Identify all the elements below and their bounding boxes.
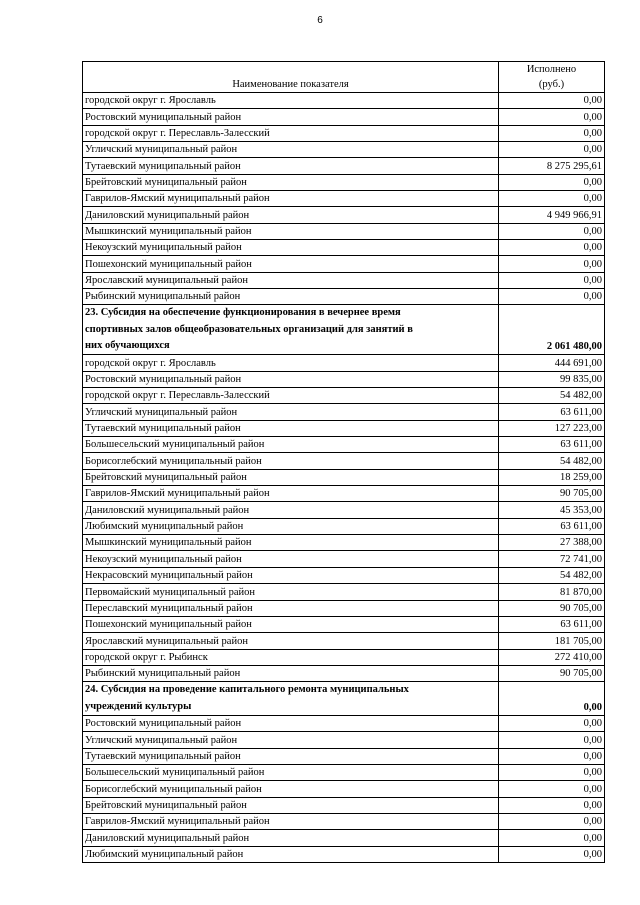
row-name: Брейтовский муниципальный район bbox=[83, 174, 499, 190]
row-value: 0,00 bbox=[499, 797, 605, 813]
row-name: Ростовский муниципальный район bbox=[83, 109, 499, 125]
table-row bbox=[83, 93, 605, 109]
row-name: Ростовский муниципальный район bbox=[83, 715, 499, 731]
section-24-title bbox=[83, 682, 499, 716]
row-value: 0,00 bbox=[499, 781, 605, 797]
row-name: Большесельский муниципальный район bbox=[83, 764, 499, 780]
row-value: 0,00 bbox=[499, 846, 605, 862]
row-name: Тутаевский муниципальный район bbox=[83, 420, 499, 436]
table-row bbox=[83, 535, 605, 551]
row-value: 0,00 bbox=[499, 813, 605, 829]
row-name: Мышкинский муниципальный район bbox=[83, 223, 499, 239]
table-row bbox=[83, 764, 605, 780]
row-value: 54 482,00 bbox=[499, 453, 605, 469]
section-23-title-line2: спортивных залов общеобразовательных организаций для занятий в bbox=[85, 323, 413, 335]
row-value: 0,00 bbox=[499, 830, 605, 846]
table-row bbox=[83, 355, 605, 371]
column-header-value-line1: Исполнено bbox=[526, 64, 577, 75]
row-name: Рыбинский муниципальный район bbox=[83, 289, 499, 305]
table-row bbox=[83, 437, 605, 453]
row-name: городской округ г. Ярославль bbox=[83, 355, 499, 371]
table-row bbox=[83, 388, 605, 404]
row-name: Любимский муниципальный район bbox=[83, 518, 499, 534]
row-name: Брейтовский муниципальный район bbox=[83, 797, 499, 813]
row-value: 72 741,00 bbox=[499, 551, 605, 567]
row-value: 90 705,00 bbox=[499, 665, 605, 681]
row-value: 63 611,00 bbox=[499, 437, 605, 453]
row-name: Тутаевский муниципальный район bbox=[83, 158, 499, 174]
table-row bbox=[83, 404, 605, 420]
row-value: 0,00 bbox=[499, 109, 605, 125]
table-row bbox=[83, 240, 605, 256]
row-value: 99 835,00 bbox=[499, 371, 605, 387]
row-name: городской округ г. Ярославль bbox=[83, 93, 499, 109]
row-name: Даниловский муниципальный район bbox=[83, 207, 499, 223]
row-value: 0,00 bbox=[499, 715, 605, 731]
table-row bbox=[83, 551, 605, 567]
row-name: Некоузский муниципальный район bbox=[83, 240, 499, 256]
row-value: 272 410,00 bbox=[499, 649, 605, 665]
row-name: Пошехонский муниципальный район bbox=[83, 616, 499, 632]
table-row bbox=[83, 256, 605, 272]
table-row bbox=[83, 732, 605, 748]
section-23-title-line1: 23. Субсидия на обеспечение функционирования в вечернее время bbox=[85, 307, 401, 319]
row-value: 63 611,00 bbox=[499, 404, 605, 420]
row-name: Переславский муниципальный район bbox=[83, 600, 499, 616]
table-row bbox=[83, 502, 605, 518]
row-name: Угличский муниципальный район bbox=[83, 142, 499, 158]
row-name: Мышкинский муниципальный район bbox=[83, 535, 499, 551]
row-value: 45 353,00 bbox=[499, 502, 605, 518]
table-row bbox=[83, 665, 605, 681]
column-header-name: Наименование показателя bbox=[83, 62, 499, 93]
section-23-total: 2 061 480,00 bbox=[499, 305, 605, 355]
column-header-value-line2: (руб.) bbox=[538, 79, 565, 90]
row-value: 90 705,00 bbox=[499, 486, 605, 502]
section-23-title-line3: них обучающихся bbox=[85, 340, 170, 352]
table-row bbox=[83, 191, 605, 207]
section-24 bbox=[83, 682, 605, 716]
row-name: Любимский муниципальный район bbox=[83, 846, 499, 862]
row-value: 18 259,00 bbox=[499, 469, 605, 485]
table-row bbox=[83, 207, 605, 223]
table-row bbox=[83, 223, 605, 239]
table-header-row bbox=[83, 62, 605, 93]
table-row bbox=[83, 518, 605, 534]
row-value: 0,00 bbox=[499, 256, 605, 272]
row-value: 8 275 295,61 bbox=[499, 158, 605, 174]
row-name: Угличский муниципальный район bbox=[83, 732, 499, 748]
row-name: Первомайский муниципальный район bbox=[83, 584, 499, 600]
row-name: Ростовский муниципальный район bbox=[83, 371, 499, 387]
row-value: 181 705,00 bbox=[499, 633, 605, 649]
row-value: 90 705,00 bbox=[499, 600, 605, 616]
table-row bbox=[83, 469, 605, 485]
table-row bbox=[83, 633, 605, 649]
row-name: Ярославский муниципальный район bbox=[83, 633, 499, 649]
section-24-title-row bbox=[83, 682, 605, 716]
section-24-title-line1: 24. Субсидия на проведение капитального ремонта муниципальных bbox=[85, 684, 409, 696]
row-value: 63 611,00 bbox=[499, 616, 605, 632]
row-value: 0,00 bbox=[499, 223, 605, 239]
section-24-rows bbox=[83, 715, 605, 862]
row-value: 54 482,00 bbox=[499, 388, 605, 404]
table-row bbox=[83, 272, 605, 288]
section-23-rows bbox=[83, 355, 605, 682]
table-row bbox=[83, 748, 605, 764]
section-23-title-row bbox=[83, 305, 605, 355]
table-row bbox=[83, 797, 605, 813]
row-name: Гаврилов-Ямский муниципальный район bbox=[83, 813, 499, 829]
row-value: 0,00 bbox=[499, 272, 605, 288]
row-name: Пошехонский муниципальный район bbox=[83, 256, 499, 272]
table-row bbox=[83, 649, 605, 665]
row-name: Даниловский муниципальный район bbox=[83, 502, 499, 518]
row-name: Большесельский муниципальный район bbox=[83, 437, 499, 453]
row-value: 0,00 bbox=[499, 191, 605, 207]
row-value: 0,00 bbox=[499, 289, 605, 305]
table-row bbox=[83, 715, 605, 731]
table-row bbox=[83, 600, 605, 616]
row-name: Даниловский муниципальный район bbox=[83, 830, 499, 846]
table-row bbox=[83, 486, 605, 502]
row-value: 0,00 bbox=[499, 240, 605, 256]
table-row bbox=[83, 453, 605, 469]
row-name: Борисоглебский муниципальный район bbox=[83, 781, 499, 797]
section-24-title-line2: учреждений культуры bbox=[85, 700, 192, 712]
row-name: городской округ г. Переславль-Залесский bbox=[83, 125, 499, 141]
row-name: Тутаевский муниципальный район bbox=[83, 748, 499, 764]
row-name: Некоузский муниципальный район bbox=[83, 551, 499, 567]
section-24-total: 0,00 bbox=[499, 682, 605, 716]
row-value: 444 691,00 bbox=[499, 355, 605, 371]
table-row bbox=[83, 371, 605, 387]
column-header-value bbox=[499, 62, 605, 93]
row-value: 0,00 bbox=[499, 764, 605, 780]
row-name: Угличский муниципальный район bbox=[83, 404, 499, 420]
table-row bbox=[83, 813, 605, 829]
row-name: городской округ г. Переславль-Залесский bbox=[83, 388, 499, 404]
row-value: 63 611,00 bbox=[499, 518, 605, 534]
block-a-rows bbox=[83, 93, 605, 305]
table-row bbox=[83, 109, 605, 125]
row-name: Некрасовский муниципальный район bbox=[83, 567, 499, 583]
row-name: Гаврилов-Ямский муниципальный район bbox=[83, 486, 499, 502]
row-name: Рыбинский муниципальный район bbox=[83, 665, 499, 681]
section-23-title bbox=[83, 305, 499, 355]
row-value: 0,00 bbox=[499, 732, 605, 748]
table-row bbox=[83, 846, 605, 862]
table-row bbox=[83, 420, 605, 436]
table-row bbox=[83, 616, 605, 632]
row-value: 127 223,00 bbox=[499, 420, 605, 436]
section-23 bbox=[83, 305, 605, 355]
row-value: 4 949 966,91 bbox=[499, 207, 605, 223]
row-value: 54 482,00 bbox=[499, 567, 605, 583]
row-value: 81 870,00 bbox=[499, 584, 605, 600]
row-value: 0,00 bbox=[499, 125, 605, 141]
row-name: Борисоглебский муниципальный район bbox=[83, 453, 499, 469]
table-row bbox=[83, 158, 605, 174]
table-row bbox=[83, 174, 605, 190]
row-value: 0,00 bbox=[499, 142, 605, 158]
row-value: 27 388,00 bbox=[499, 535, 605, 551]
row-value: 0,00 bbox=[499, 93, 605, 109]
table-row bbox=[83, 584, 605, 600]
row-name: городской округ г. Рыбинск bbox=[83, 649, 499, 665]
table-row bbox=[83, 289, 605, 305]
table-row bbox=[83, 830, 605, 846]
row-value: 0,00 bbox=[499, 748, 605, 764]
budget-table bbox=[82, 61, 605, 863]
table-row bbox=[83, 125, 605, 141]
row-value: 0,00 bbox=[499, 174, 605, 190]
page-number: 6 bbox=[317, 15, 323, 26]
table-row bbox=[83, 781, 605, 797]
row-name: Брейтовский муниципальный район bbox=[83, 469, 499, 485]
table-row bbox=[83, 142, 605, 158]
row-name: Гаврилов-Ямский муниципальный район bbox=[83, 191, 499, 207]
table-row bbox=[83, 567, 605, 583]
row-name: Ярославский муниципальный район bbox=[83, 272, 499, 288]
